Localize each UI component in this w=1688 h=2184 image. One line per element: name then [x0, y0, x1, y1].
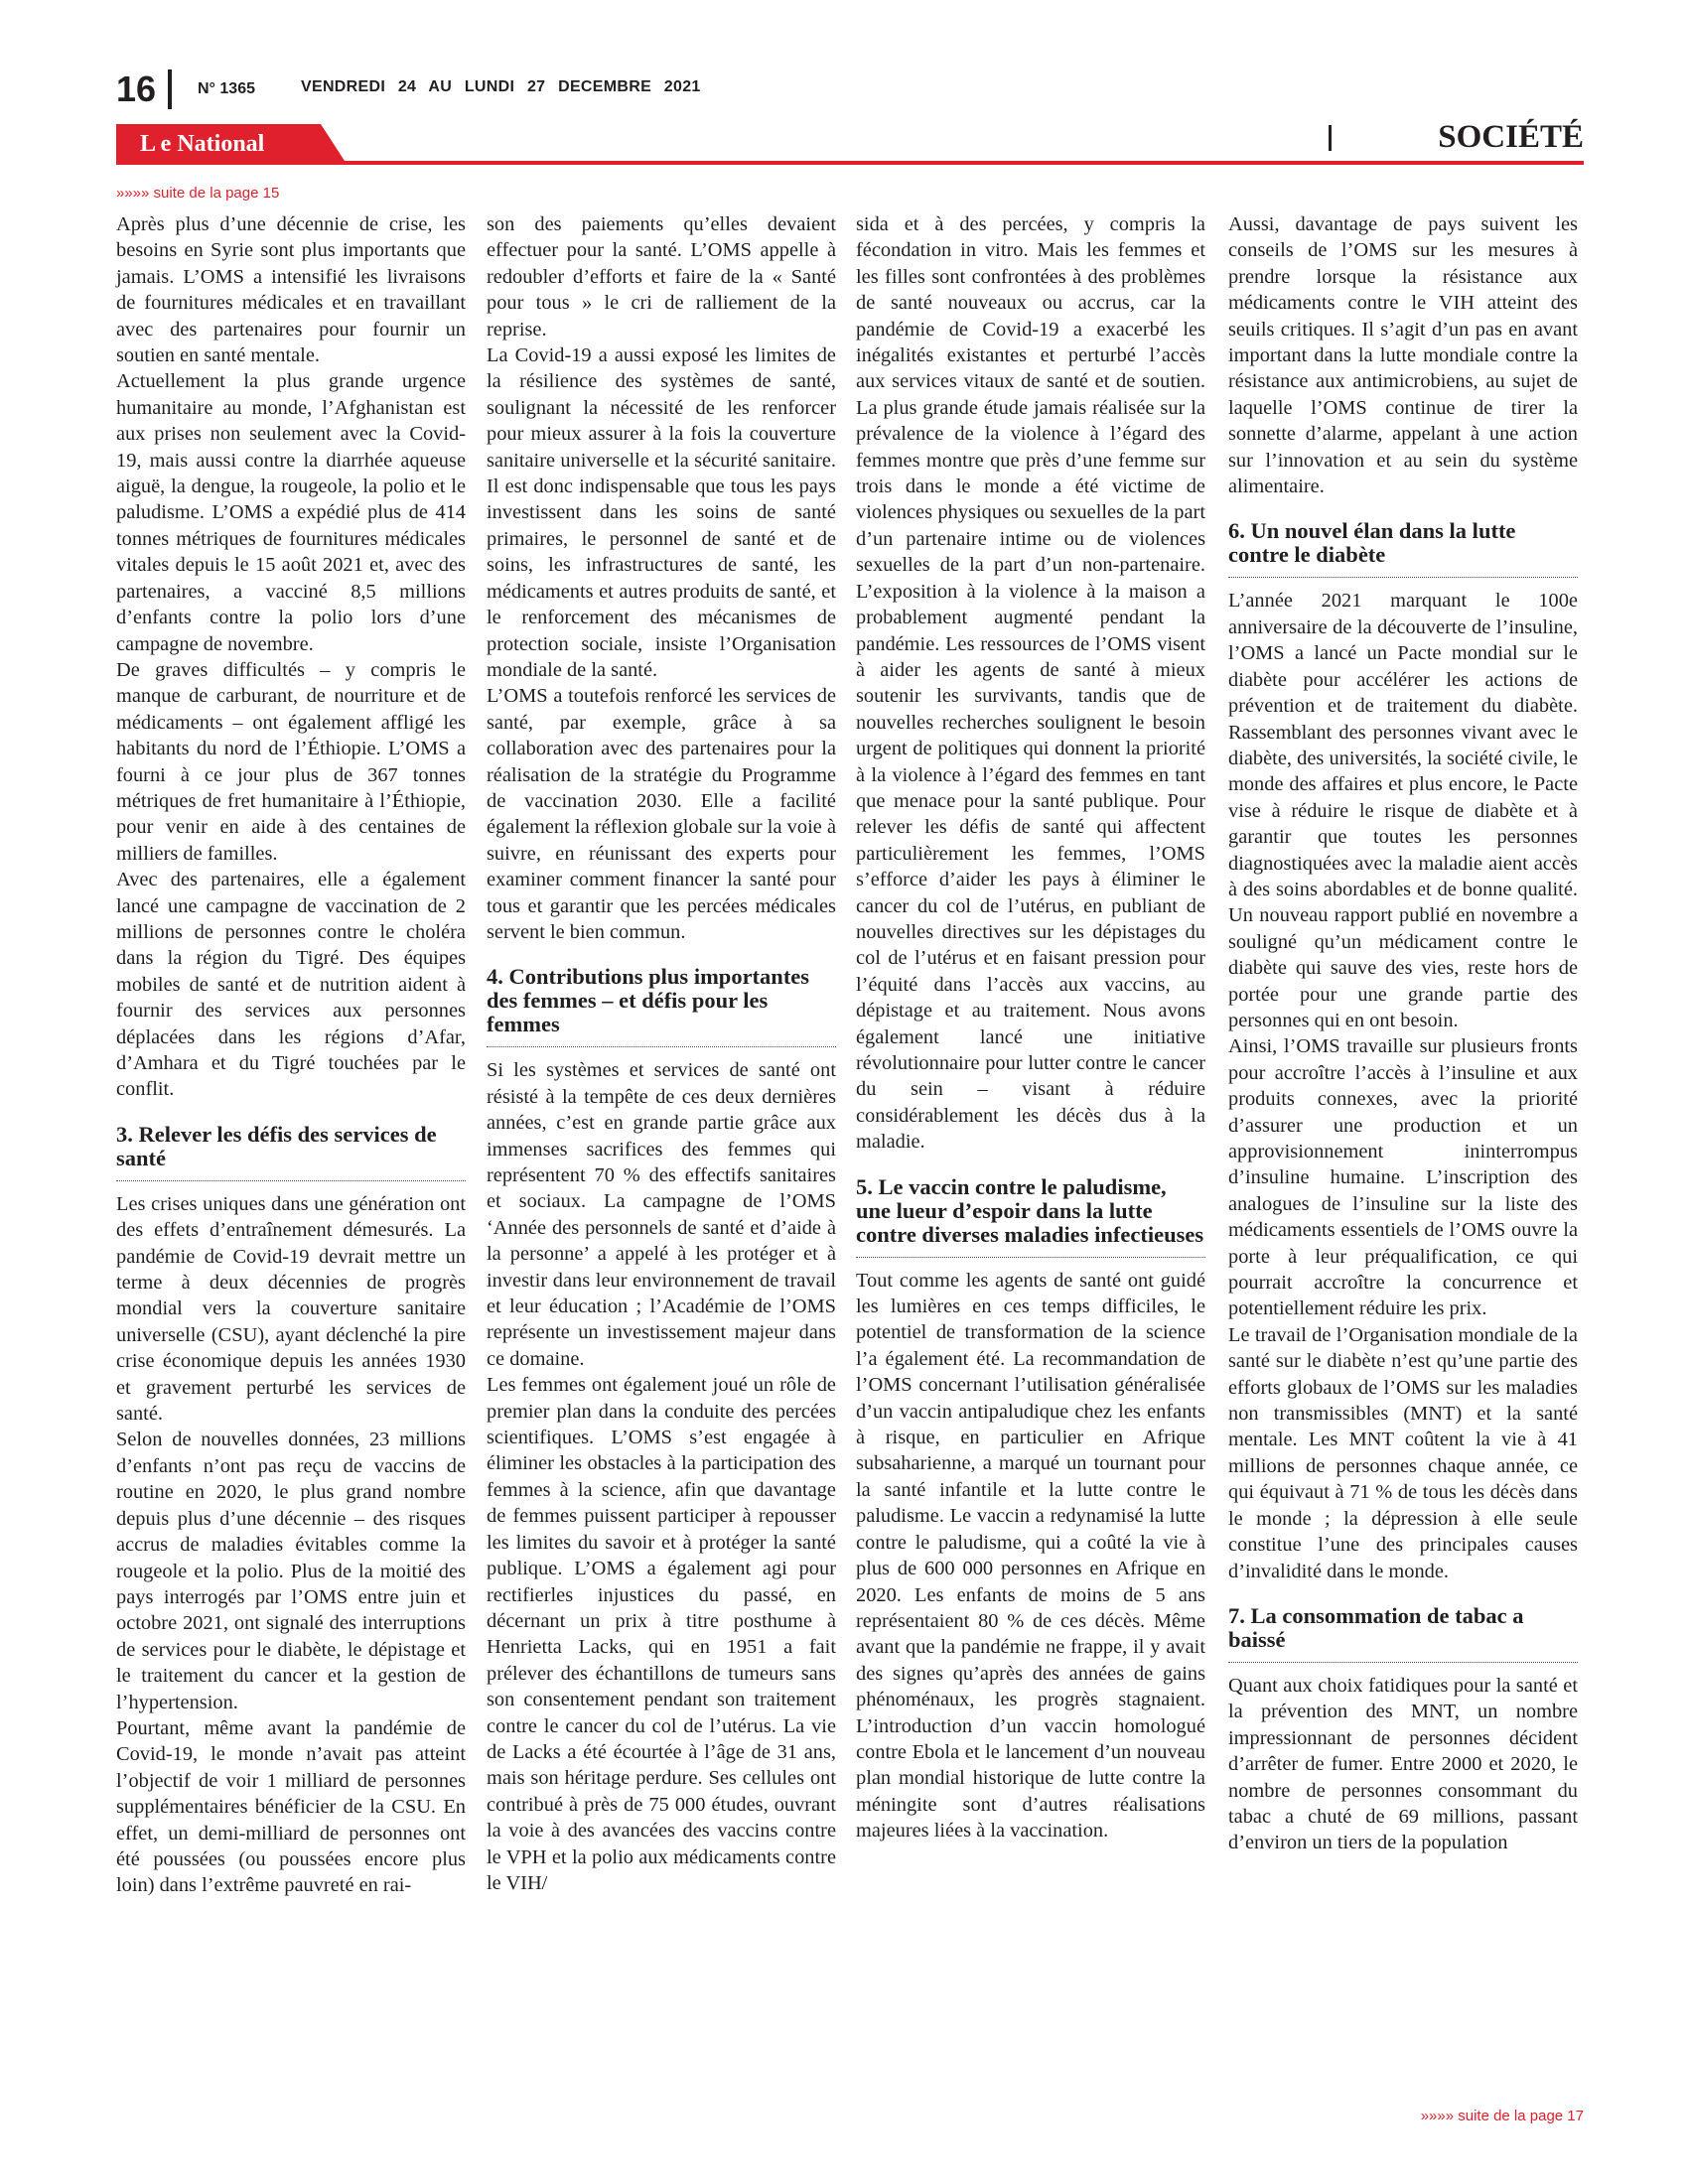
article-paragraph: Aussi, davantage de pays suivent les conseils de l’OMS sur les mesures à prendre lorsque la résistance aux médicaments contre le VIH atteint des seuils critiques. Il s’agit d’un pas en avant important dans la lutte mondiale contre la résistance aux antimicrobiens, au sujet de laquelle l’OMS continue de tirer la sonnette d’alarme, appelant à une action sur l’innovation et au sein du système alimentaire. — [1228, 213, 1578, 498]
article-paragraph: Actuellement la plus grande urgence humanitaire au monde, l’Afghanistan est aux prises non seulement avec la Covid-19, mais aussi contre la diarrhée aqueuse aiguë, la dengue, la rougeole, la polio et le paludisme. L’OMS a expédié plus de 414 tonnes métriques de fournitures médicales vitales depuis le 15 août 2021 et, avec des partenaires, a vacciné 8,5 millions d’enfants contre la polio lors d’une campagne de novembre. — [116, 370, 466, 655]
section-separator — [1329, 125, 1332, 151]
article-paragraph: Les crises uniques dans une génération ont des effets d’entraînement démesurés. La pandémie de Covid-19 devrait mettre un terme à deux décennies de progrès mondial vers la couverture sanitaire universelle (CSU), ayant déclenché la pire crise économique depuis les années 1930 et gravement perturbé les services de santé. — [116, 1192, 466, 1426]
article-paragraph: La Covid-19 a aussi exposé les limites de la résilience des systèmes de santé, soulignant la nécessité de les renforcer pour mieux assurer à la fois la couverture sanitaire universelle et la sécurité sanitaire. Il est donc indispensable que tous les pays investissent dans les soins de santé primaires, le personnel de santé et de soins, les infrastructures de santé, les médicaments et autres produits de santé, et le renforcement des mécanismes de protection sociale, insiste l’Organisation mondiale de la santé. — [487, 344, 836, 681]
article-paragraph: Si les systèmes et services de santé ont résisté à la tempête de ces deux dernières années, c’est en grande partie grâce aux immenses sacrifices des femmes qui représentent 70 % des effectifs sanitaires et sociaux. La campagne de l’OMS ‘Année des personnels de santé et d’aide à la personne’ a appelé à les protéger et à investir dans leur environnement de travail et leur éducation ; l’Académie de l’OMS représente un investissement majeur dans ce domaine. — [487, 1059, 836, 1370]
issue-date: VENDREDI 24 AU LUNDI 27 DECEMBRE 2021 — [301, 78, 701, 95]
article-paragraph: Avec des partenaires, elle a également lancé une campagne de vaccination de 2 millions de personnes contre le choléra dans la région du Tigré. Des équipes mobiles de santé et de nutrition aident à fournir des services aux personnes déplacées dans les régions d’Afar, d’Amhara et du Tigré touchées par le conflit. — [116, 869, 466, 1101]
article-paragraph: Le travail de l’Organisation mondiale de la santé sur le diabète n’est qu’une partie des efforts globaux de l’OMS sur les maladies non transmissibles (MNT) et la santé mentale. Les MNT coûtent la vie à 41 millions de personnes chaque année, ce qui équivaut à 71 % de tous les décès dans le monde ; la dépression à elle seule constitue l’une des principales causes d’invalidité dans le monde. — [1228, 1323, 1578, 1582]
article-paragraph: Selon de nouvelles données, 23 millions d’enfants n’ont pas reçu de vaccins de routine en 2020, le plus grand nombre depuis plus d’une décennie – des risques accrus de maladies évitables comme la rougeole et la polio. Plus de la moitié des pays interrogés par l’OMS entre juin et octobre 2021, ont signalé des interruptions de services pour le diabète, le dépistage et le traitement du cancer et la gestion de l’hypertension. — [116, 1429, 466, 1713]
article-paragraph: son des paiements qu’elles devaient effectuer pour la santé. L’OMS appelle à redoubler d’efforts et faire de la « Santé pour tous » le cri de ralliement de la reprise. — [487, 213, 836, 341]
article-paragraph: De graves difficultés – y compris le manque de carburant, de nourriture et de médicaments – ont également affligé les habitants du nord de l’Éthiopie. L’OMS a fourni à ce jour plus de 367 tonnes métriques de fret humanitaire à l’Éthiopie, pour venir en aide à des centaines de milliers de familles. — [116, 658, 466, 865]
brand-banner — [116, 124, 345, 164]
section-heading: 5. Le vaccin contre le paludisme, une lueur d’espoir dans la lutte contre diverses maladies infectieuses — [856, 1175, 1205, 1258]
article-paragraph: Tout comme les agents de santé ont guidé les lumières en ces temps difficiles, le potentiel de transformation de la science l’a également été. La recommandation de l’OMS concernant l’utilisation généralisée d’un vaccin antipaludique chez les enfants à risque, en particulier en Afrique subsaharienne, a marqué un tournant pour la santé infantile et la lutte contre le paludisme. Le vaccin a redynamisé la lutte contre le paludisme, qui a coûté la vie à plus de 600 000 personnes en Afrique en 2020. Les enfants de moins de 5 ans représentaient 80 % de ces décès. Même avant que la pandémie ne frappe, il y avait des signes qu’après des années de gains phénoménaux, les progrès stagnaient. L’introduction d’un vaccin homologué contre Ebola et le lancement d’un nouveau plan mondial historique de lutte contre la méningite sont d’autres réalisations majeures liées à la vaccination. — [856, 1269, 1205, 1843]
article-paragraph: Ainsi, l’OMS travaille sur plusieurs fronts pour accroître l’accès à l’insuline et aux produits connexes, avec la priorité d’assurer une production et un approvisionnement ininterrompus d’insuline humaine. L’inscription des analogues de l’insuline sur la liste des médicaments essentiels de l’OMS ouvre la porte à leur préqualification, ce qui pourrait accroître la concurrence et potentiellement réduire les prix. — [1228, 1035, 1578, 1320]
article-column-3 — [856, 211, 1205, 1844]
article-paragraph: L’OMS a toutefois renforcé les services de santé, par exemple, grâce à sa collaboration avec des partenaires pour la réalisation de la stratégie du Programme de vaccination 2030. Elle a facilité également la réflexion globale sur la voie à suivre, en réunissant des experts pour examiner comment financer la santé pour tous et garantir que les percées médicales servent le bien commun. — [487, 685, 836, 943]
page-number: 16 — [116, 68, 157, 109]
continued-on-link[interactable]: »»»» suite de la page 17 — [1420, 2108, 1584, 2124]
page-number-separator — [168, 69, 172, 109]
article-column-2 — [487, 211, 836, 1896]
article-paragraph: sida et à des percées, y compris la fécondation in vitro. Mais les femmes et les filles sont confrontées à des problèmes de santé nouveaux ou accrus, car la pandémie de Covid-19 a exacerbé les inégalités existantes et perturbé l’accès aux services vitaux de santé et de soutien. La plus grande étude jamais réalisée sur la prévalence de la violence à l’égard des femmes montre que près d’une femme sur trois dans le monde a été victime de violences physiques ou sexuelles de la part d’un partenaire intime ou de violences sexuelles de la part d’un non-partenaire. L’exposition à la violence à la maison a probablement augmenté pendant la pandémie. Les ressources de l’OMS visent à aider les agents de santé à mieux soutenir les survivants, tandis que de nouvelles recherches soulignent le besoin urgent de politiques qui donnent la priorité à la violence à l’égard des femmes en tant que menace pour la santé publique. Pour relever les défis de santé qui affectent particulièrement les femmes, l’OMS s’efforce d’aider les pays à éliminer le cancer du col de l’utérus, en publiant de nouvelles directives sur les dépistages du col de l’utérus et en faisant pression pour l’équité dans l’accès aux vaccins, au dépistage et au traitement. Nous avons également lancé une initiative révolutionnaire pour lutter contre le cancer du sein – visant à réduire considérablement les décès dus à la maladie. — [856, 213, 1205, 1154]
section-heading: 3. Relever les défis des services de santé — [116, 1123, 466, 1181]
brand-name: L e National — [140, 131, 265, 157]
article-paragraph: L’année 2021 marquant le 100e anniversaire de la découverte de l’insuline, l’OMS a lancé un Pacte mondial sur le diabète pour accélérer les actions de prévention et de traitement du diabète. Rassemblant des personnes vivant avec le diabète, des universités, la société civile, le monde des affaires et plus encore, le Pacte vise à réduire le risque de diabète et à garantir que toutes les personnes diagnostiquées avec la maladie aient accès à des soins abordables et de bonne qualité. Un nouveau rapport publié en novembre a souligné qu’un médicament contre le diabète qui sauve des vies, reste hors de portée pour une grande partie des personnes qui en ont besoin. — [1228, 590, 1578, 1031]
article-column-1 — [116, 211, 466, 1899]
section-title: SOCIÉTÉ — [1438, 119, 1584, 155]
header-rule — [116, 161, 1584, 165]
continued-from-link[interactable]: »»»» suite de la page 15 — [116, 185, 280, 202]
article-column-4 — [1228, 211, 1578, 1856]
article-paragraph: Quant aux choix fatidiques pour la santé et la prévention des MNT, un nombre impressionnant de personnes décident d’arrêter de fumer. Entre 2000 et 2020, le nombre de personnes consommant du tabac a chuté de 69 millions, passant d’environ un tiers de la population — [1228, 1674, 1578, 1854]
section-heading: 7. La consommation de tabac a baissé — [1228, 1604, 1578, 1663]
page-header — [116, 68, 1586, 111]
article-paragraph: Après plus d’une décennie de crise, les besoins en Syrie sont plus importants que jamais. L’OMS a intensifié les livraisons de fournitures médicales et en travaillant avec des partenaires pour fournir un soutien en santé mentale. — [116, 213, 466, 367]
section-heading: 4. Contributions plus importantes des femmes – et défis pour les femmes — [487, 965, 836, 1047]
section-heading: 6. Un nouvel élan dans la lutte contre le diabète — [1228, 519, 1578, 578]
article-paragraph: Les femmes ont également joué un rôle de premier plan dans la conduite des percées scientifiques. L’OMS s’est engagée à éliminer les obstacles à la participation des femmes à la science, afin que davantage de femmes puissent participer à repousser les limites du savoir et à protéger la santé publique. L’OMS a également agi pour rectifierles injustices du passé, en décernant un prix à titre posthume à Henrietta Lacks, qui en 1951 a fait prélever des échantillons de tumeurs sans son consentement pendant son traitement contre le cancer du col de l’utérus. La vie de Lacks a été écourtée à l’âge de 31 ans, mais son héritage perdure. Ses cellules ont contribué à près de 75 000 études, ouvrant la voie à des avancées des vaccins contre le VPH et la polio aux médicaments contre le VIH/ — [487, 1374, 836, 1894]
issue-number: N° 1365 — [198, 80, 255, 97]
article-paragraph: Pourtant, même avant la pandémie de Covid-19, le monde n’avait pas atteint l’objectif de voir 1 milliard de personnes supplémentaires bénéficier de la CSU. En effet, un demi-milliard de personnes ont été poussées (ou poussées encore plus loin) dans l’extrême pauvreté en rai- — [116, 1716, 466, 1897]
